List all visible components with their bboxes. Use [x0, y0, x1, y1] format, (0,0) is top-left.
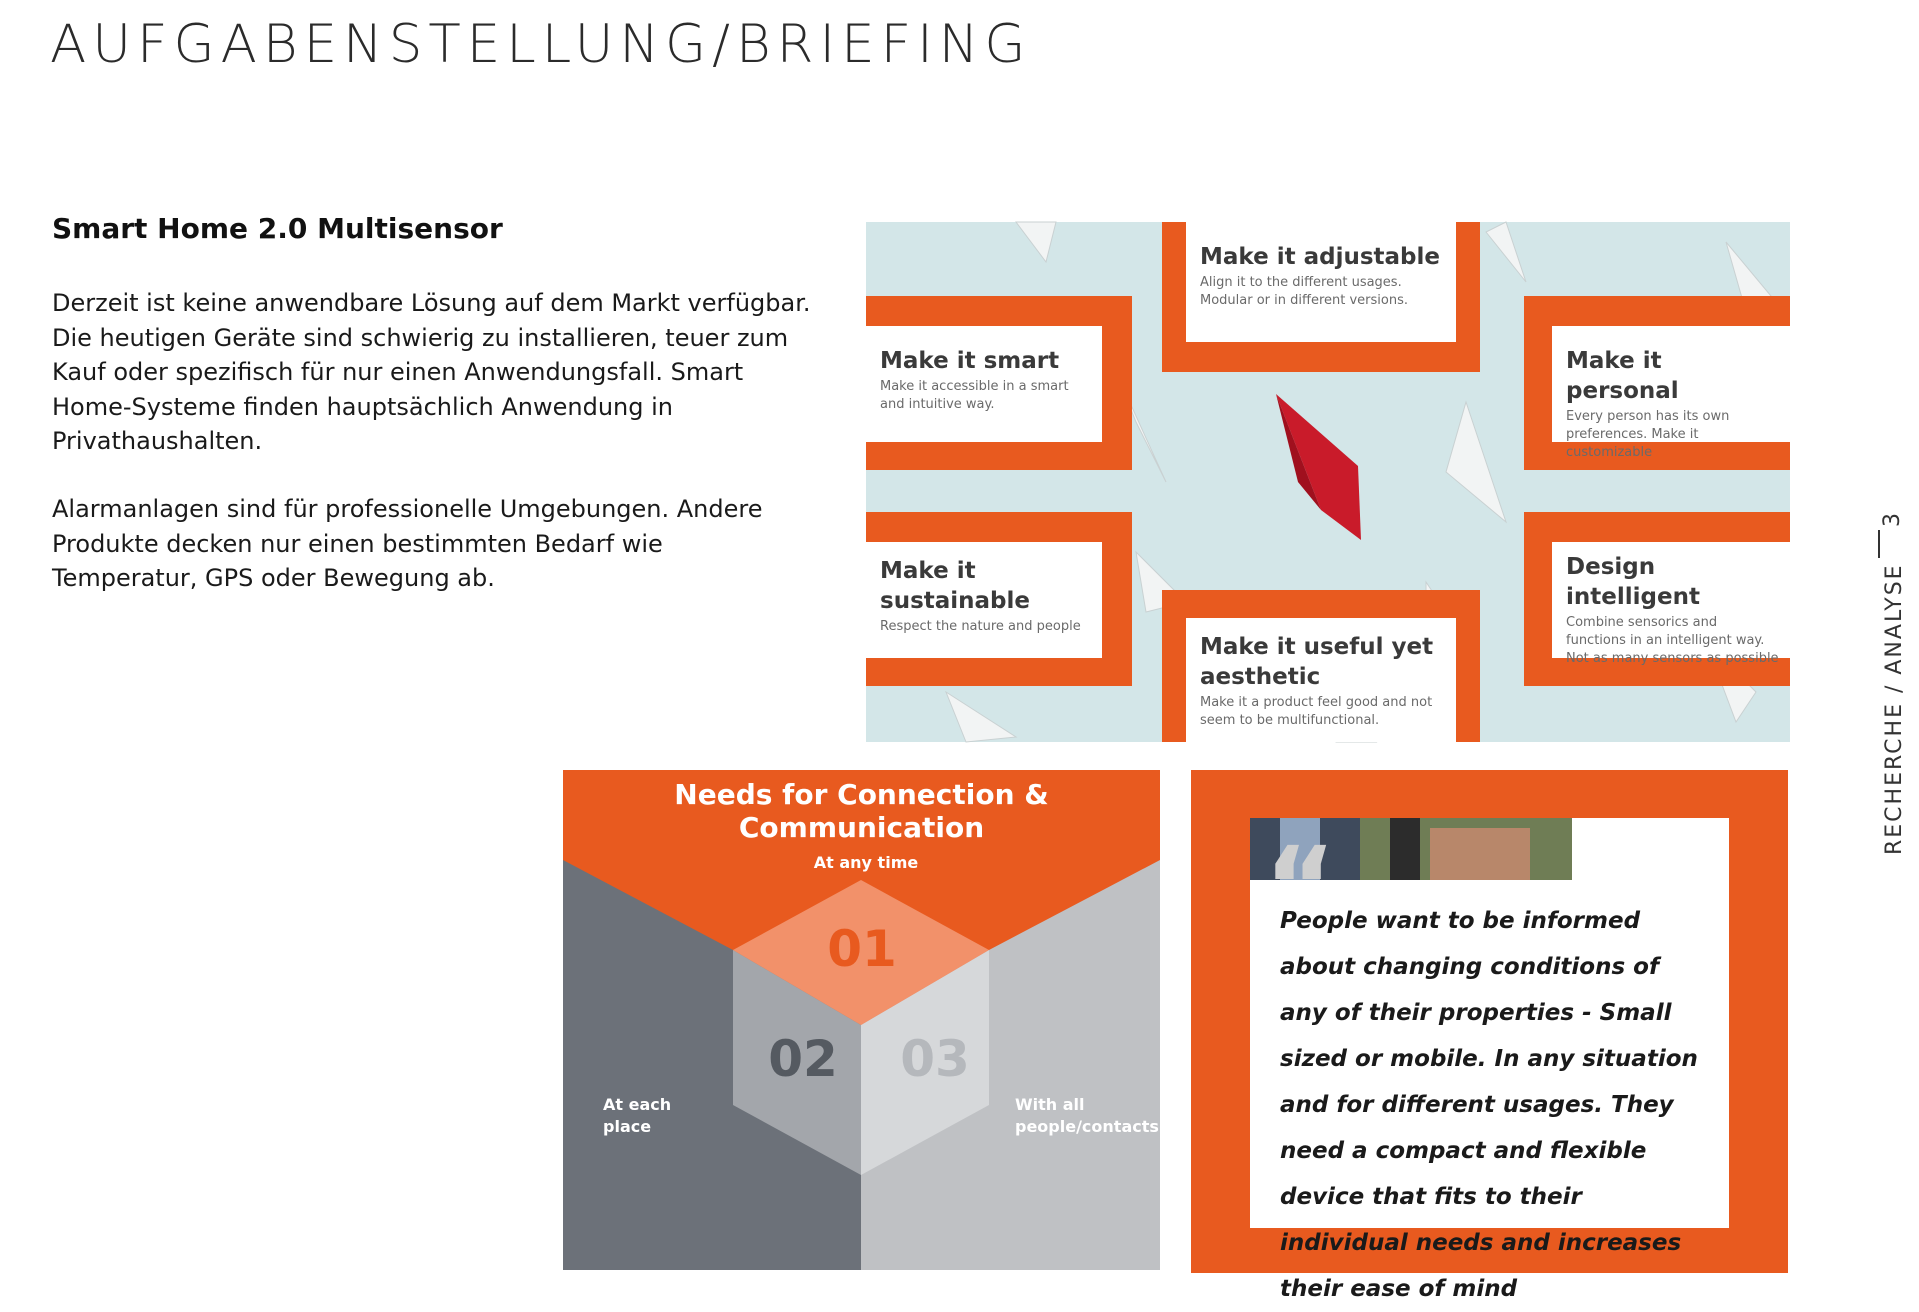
intro-paragraph-1: Derzeit ist keine anwendbare Lösung auf dem Markt verfügbar. Die heutigen Geräte sind schwierig zu installieren, teuer zum Kauf oder spezifisch für nur einen Anwendungsfall. Smart Home-Systeme finden hauptsächlich Anwendung in Privathaushalten. — [52, 289, 811, 455]
need-label-3: With all people/contacts — [1015, 1095, 1159, 1136]
need-label-1: At any time — [813, 853, 919, 872]
need-number-2: 02 — [768, 1030, 838, 1088]
section-heading: Smart Home 2.0 Multisensor — [52, 212, 503, 245]
principle-card-smart: Make it smart Make it accessible in a smart and intuitive way. — [866, 326, 1102, 442]
side-divider — [1878, 530, 1880, 558]
need-label-2: At each place — [603, 1095, 672, 1136]
quote-mark-icon: “ — [1264, 823, 1337, 951]
needs-title: Needs for Connection & Communication — [674, 778, 1049, 844]
intro-paragraph-2: Alarmanlagen sind für professionelle Umgebungen. Andere Produkte decken nur einen bestimmten Bedarf wie Temperatur, GPS oder Bewegung ab. — [52, 495, 763, 592]
page-title: AUFGABENSTELLUNG/BRIEFING — [50, 14, 1032, 75]
principle-card-intelligent: Design intelligent Combine sensorics and functions in an intelligent way. Not as many sensors as possible — [1552, 542, 1790, 658]
need-number-1: 01 — [827, 920, 897, 978]
principle-card-adjustable: Make it adjustable Align it to the different usages. Modular or in different versions. — [1186, 222, 1456, 342]
principle-card-personal: Make it personal Every person has its own preferences. Make it customizable — [1552, 326, 1790, 442]
page-number: 3 — [1880, 513, 1905, 527]
needs-cube-graphic — [563, 770, 1160, 1270]
needs-diagram — [563, 770, 1160, 1270]
need-number-3: 03 — [900, 1030, 970, 1088]
design-principles-image — [866, 222, 1790, 742]
quote-box — [1191, 770, 1788, 1302]
quote-card — [1250, 818, 1729, 1302]
quote-text: People want to be informed about changing conditions of any of their properties - Small sized or mobile. In any situation and for different usages. They need a compact and flexible device that fits to their individual needs and increases their ease of mind — [1280, 908, 1698, 1302]
principle-card-useful: Make it useful yet aesthetic Make it a product feel good and not seem to be multifunctional. — [1186, 618, 1456, 742]
principle-card-sustainable: Make it sustainable Respect the nature and people — [866, 542, 1102, 658]
section-label: RECHERCHE / ANALYSE — [1882, 563, 1907, 855]
